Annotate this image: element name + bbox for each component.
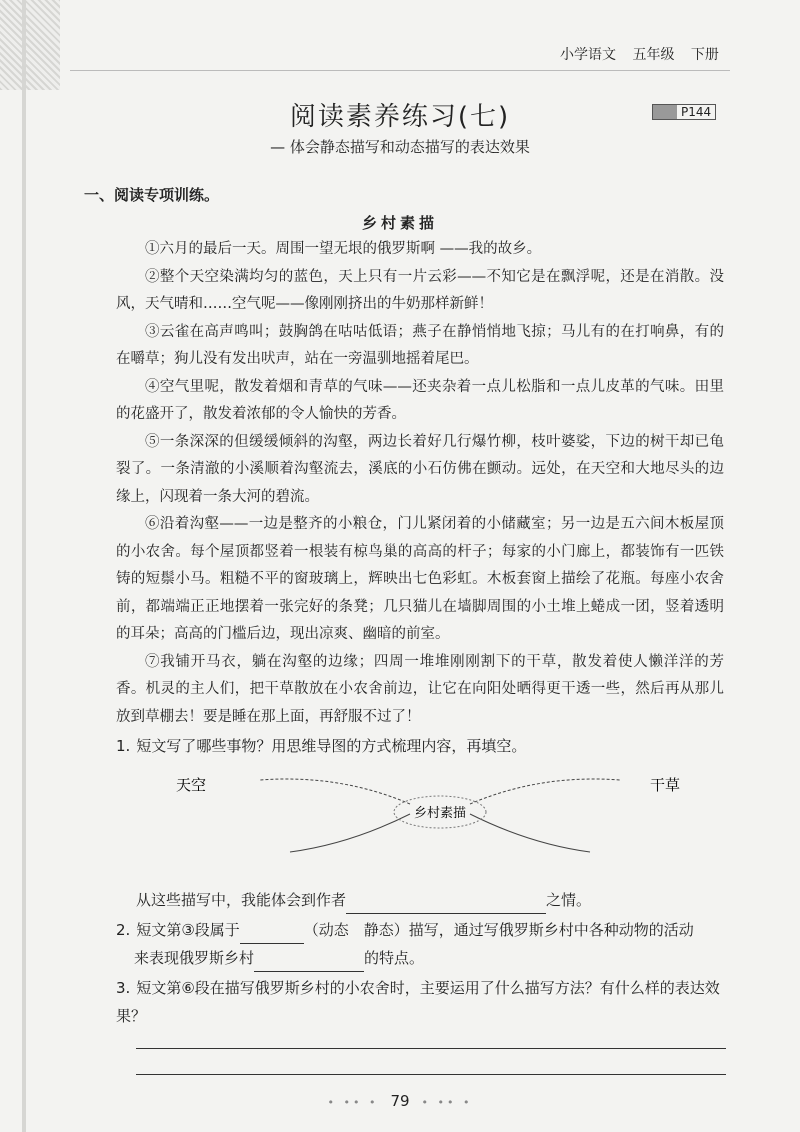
question-3: [116, 974, 728, 1030]
question-text: （动态 静态）描写，通过写俄罗斯乡村中各种动物的活动: [303, 921, 694, 939]
fill-suffix: 之情。: [546, 891, 592, 909]
answer-blank[interactable]: [254, 951, 364, 972]
mind-map-branch-left-down: [290, 814, 410, 852]
mind-map: [140, 764, 720, 874]
question-number: 1.: [116, 737, 131, 755]
mind-map-branch-left: [260, 779, 410, 804]
page-number-ornament: • •• •: [327, 1096, 379, 1109]
section-heading: 一、阅读专项训练。: [84, 186, 220, 204]
page-number-ornament: • •• •: [421, 1096, 473, 1109]
story-title: 乡村素描: [361, 214, 438, 232]
paragraph: ④空气里呢，散发着烟和青草的气味——还夹杂着一点儿松脂和一点儿皮革的气味。田里的花盛开了，散发着浓郁的令人愉快的芳香。: [116, 378, 724, 422]
mind-map-branch-right-down: [470, 814, 590, 852]
question-2: [116, 916, 728, 972]
scan-grain: [0, 0, 60, 90]
page-subtitle: — 体会静态描写和动态描写的表达效果: [270, 138, 530, 156]
header-rule: [70, 70, 730, 71]
paragraph: ③云雀在高声鸣叫；鼓胸鸽在咕咕低语；燕子在静悄悄地飞掠；马儿有的在打响鼻，有的在嚼草；狗儿没有发出吠声，站在一旁温驯地摇着尾巴。: [116, 323, 724, 367]
mind-map-right-label: 干草: [650, 776, 681, 794]
question-text: 短文第⑥段在描写俄罗斯乡村的小农舍时，主要运用了什么描写方法？有什么样的表达效果？: [116, 979, 720, 1025]
answer-line[interactable]: [136, 1048, 726, 1049]
page-title: 阅读素养练习(七): [289, 102, 511, 132]
header-subject: 小学语文: [560, 47, 616, 63]
question-text: 来表现俄罗斯乡村: [134, 949, 255, 967]
header-volume: 下册: [690, 47, 719, 63]
answer-line[interactable]: [136, 1074, 726, 1075]
answer-blank[interactable]: [346, 893, 546, 914]
paragraph: ①六月的最后一天。周围一望无垠的俄罗斯啊 ——我的故乡。: [145, 241, 542, 257]
paragraph: ②整个天空染满均匀的蓝色，天上只有一片云彩——不知它是在飘浮呢，还是在消散。没风，天气晴和……空气呢——像刚刚挤出的牛奶那样新鲜！: [116, 268, 724, 312]
question-number: 2.: [116, 921, 131, 939]
page-ref-badge: P144: [652, 104, 716, 120]
question-text: 短文写了哪些事物？用思维导图的方式梳理内容，再填空。: [136, 737, 527, 755]
page-number-value: 79: [390, 1092, 410, 1110]
answer-blank[interactable]: [240, 923, 304, 944]
paragraph: ⑦我铺开马衣，躺在沟壑的边缘；四周一堆堆刚刚割下的干草，散发着使人懒洋洋的芳香。机灵的主人们，把干草散放在小农舍前边，让它在向阳处晒得更干透一些，然后再从那儿放到草棚去！要是睡在那上面，再舒服不过了！: [116, 653, 724, 725]
header-grade: 五年级: [632, 47, 675, 63]
question-1-fill: [136, 886, 748, 914]
paragraph: ⑥沿着沟壑——一边是整齐的小粮仓，门儿紧闭着的小储藏室；另一边是五六间木板屋顶的小农舍。每个屋顶都竖着一根装有椋鸟巢的高高的杆子；每家的小门廊上，都装饰有一匹铁铸的短鬃小马。粗糙不平的窗玻璃上，辉映出七色彩虹。木板套窗上描绘了花瓶。每座小农舍前，都端端正正地摆着一张完好的条凳；几只猫儿在墙脚周围的小土堆上蜷成一团，竖着透明的耳朵；高高的门槛后边，现出凉爽、幽暗的前室。: [116, 516, 724, 642]
mind-map-left-label: 天空: [176, 776, 207, 794]
paragraph: ⑤一条深深的但缓缓倾斜的沟壑，两边长着好几行爆竹柳，枝叶婆娑，下边的树干却已龟裂了。一条清澈的小溪顺着沟壑流去，溪底的小石仿佛在颤动。远处，在天空和大地尽头的边缘上，闪现着一条大河的碧流。: [116, 433, 724, 505]
mind-map-center-label: 乡村素描: [413, 806, 467, 821]
page-header: [560, 44, 731, 64]
question-text: 短文第③段属于: [136, 921, 240, 939]
question-1: [116, 732, 728, 760]
question-number: 3.: [116, 979, 131, 997]
fill-prefix: 从这些描写中，我能体会到作者: [136, 891, 347, 909]
page-number: [0, 1092, 800, 1110]
question-text: 的特点。: [364, 949, 425, 967]
page-edge: [22, 0, 26, 1132]
mind-map-branch-right: [470, 779, 620, 804]
story-body: [116, 236, 724, 731]
